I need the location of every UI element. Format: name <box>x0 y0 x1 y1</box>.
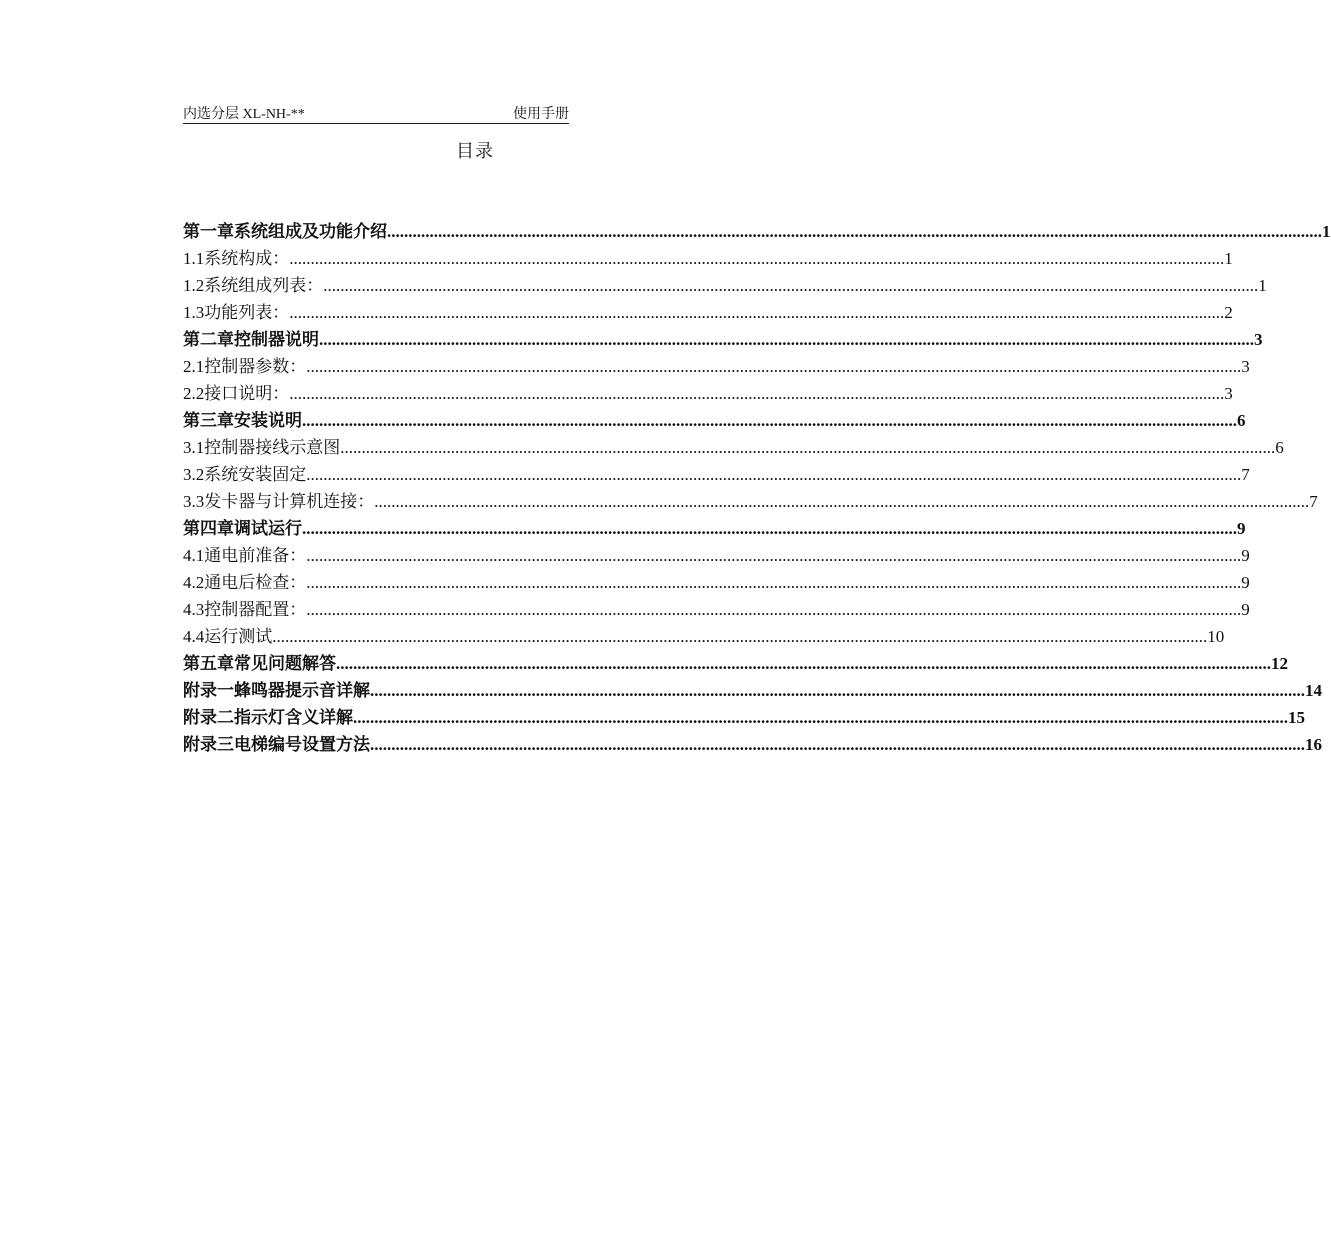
toc-entry-number: 4.3 <box>183 600 205 619</box>
toc-entry-number: 3.2 <box>183 465 205 484</box>
toc-entry-label: 接口说明： <box>204 384 290 403</box>
toc-entry-page: 14 <box>1305 681 1322 700</box>
toc-entry-label: 控制器参数： <box>204 357 307 376</box>
page-header <box>183 106 569 124</box>
toc-leader-dots: ............................................................................................................................................................................................................................ <box>374 492 1310 511</box>
toc-entry-page: 9 <box>1241 600 1250 619</box>
toc-entry-label: 系统构成： <box>204 249 290 268</box>
toc-entry-appendix[interactable] <box>183 704 1305 731</box>
toc-entry-page: 3 <box>1224 384 1233 403</box>
toc-entry-label: 系统组成列表： <box>204 276 324 295</box>
toc-entry-chapter[interactable] <box>183 407 1246 434</box>
toc-entry-page: 6 <box>1237 411 1246 430</box>
toc-entry-page: 10 <box>1207 627 1225 646</box>
toc-entry-label: 控制器接线示意图 <box>204 438 341 457</box>
toc-entry-appendix[interactable] <box>183 731 1322 758</box>
toc-entry-number: 附录三 <box>183 735 234 754</box>
toc-leader-dots: ............................................................................................................................................................................................................................ <box>306 546 1242 565</box>
toc-entry-section[interactable] <box>183 488 1318 515</box>
toc-entry-section[interactable] <box>183 542 1250 569</box>
toc-entry-page: 1 <box>1224 249 1233 268</box>
toc-entry-appendix[interactable] <box>183 677 1322 704</box>
toc-entry-page: 12 <box>1271 654 1288 673</box>
toc-entry-page: 15 <box>1288 708 1305 727</box>
toc-entry-section[interactable] <box>183 245 1233 272</box>
toc-entry-section[interactable] <box>183 272 1267 299</box>
toc-leader-dots: ............................................................................................................................................................................................................................ <box>323 276 1259 295</box>
toc-entry-page: 3 <box>1241 357 1250 376</box>
header-document-code: 内选分层 XL-NH-** <box>183 107 305 122</box>
toc-entry-section[interactable] <box>183 461 1250 488</box>
toc-title: 目录 <box>456 141 494 161</box>
toc-entry-chapter[interactable] <box>183 650 1288 677</box>
toc-entry-number: 3.3 <box>183 492 205 511</box>
toc-entry-label: 调试运行 <box>234 519 302 538</box>
toc-entry-number: 附录一 <box>183 681 234 700</box>
toc-entry-page: 9 <box>1241 573 1250 592</box>
toc-entry-label: 发卡器与计算机连接： <box>204 492 375 511</box>
toc-leader-dots: ............................................................................................................................................................................................................................ <box>370 681 1305 700</box>
toc-entry-number: 第五章 <box>183 654 234 673</box>
toc-entry-page: 1 <box>1258 276 1267 295</box>
toc-entry-label: 常见问题解答 <box>234 654 336 673</box>
toc-leader-dots: ............................................................................................................................................................................................................................ <box>289 249 1225 268</box>
toc-entry-label: 安装说明 <box>234 411 302 430</box>
toc-entry-page: 3 <box>1254 330 1263 349</box>
toc-entry-page: 9 <box>1237 519 1246 538</box>
toc-leader-dots: ............................................................................................................................................................................................................................ <box>370 735 1305 754</box>
toc-leader-dots: ............................................................................................................................................................................................................................ <box>336 654 1271 673</box>
toc-leader-dots: ............................................................................................................................................................................................................................ <box>306 357 1242 376</box>
toc-leader-dots: ............................................................................................................................................................................................................................ <box>289 384 1225 403</box>
toc-leader-dots: ............................................................................................................................................................................................................................ <box>306 573 1242 592</box>
toc-entry-number: 1.1 <box>183 249 205 268</box>
toc-entry-label: 通电后检查： <box>204 573 307 592</box>
toc-entry-number: 第一章 <box>183 222 234 241</box>
toc-entry-label: 功能列表： <box>204 303 290 322</box>
toc-entry-number: 附录二 <box>183 708 234 727</box>
toc-entry-number: 第三章 <box>183 411 234 430</box>
toc-entry-number: 4.2 <box>183 573 205 592</box>
toc-entry-number: 1.2 <box>183 276 205 295</box>
toc-entry-section[interactable] <box>183 596 1250 623</box>
toc-leader-dots: ............................................................................................................................................................................................................................ <box>306 465 1242 484</box>
table-of-contents <box>183 218 1331 758</box>
toc-entry-page: 6 <box>1275 438 1284 457</box>
toc-entry-number: 2.1 <box>183 357 205 376</box>
toc-entry-label: 控制器配置： <box>204 600 307 619</box>
toc-entry-chapter[interactable] <box>183 326 1263 353</box>
toc-entry-number: 4.4 <box>183 627 205 646</box>
toc-entry-page: 7 <box>1309 492 1318 511</box>
toc-entry-label: 指示灯含义详解 <box>234 708 353 727</box>
toc-entry-page: 2 <box>1224 303 1233 322</box>
toc-entry-section[interactable] <box>183 623 1225 650</box>
toc-leader-dots: ............................................................................................................................................................................................................................ <box>387 222 1322 241</box>
toc-leader-dots: ............................................................................................................................................................................................................................ <box>340 438 1276 457</box>
toc-entry-chapter[interactable] <box>183 515 1246 542</box>
toc-entry-label: 运行测试 <box>204 627 273 646</box>
toc-entry-section[interactable] <box>183 380 1233 407</box>
toc-entry-number: 第四章 <box>183 519 234 538</box>
toc-entry-page: 16 <box>1305 735 1322 754</box>
toc-entry-number: 第二章 <box>183 330 234 349</box>
toc-entry-label: 系统组成及功能介绍 <box>234 222 387 241</box>
toc-entry-page: 1 <box>1322 222 1331 241</box>
toc-entry-page: 9 <box>1241 546 1250 565</box>
toc-entry-section[interactable] <box>183 353 1250 380</box>
toc-entry-label: 系统安装固定 <box>204 465 307 484</box>
toc-leader-dots: ............................................................................................................................................................................................................................ <box>306 600 1242 619</box>
toc-leader-dots: ............................................................................................................................................................................................................................ <box>272 627 1208 646</box>
toc-leader-dots: ............................................................................................................................................................................................................................ <box>289 303 1225 322</box>
toc-entry-label: 电梯编号设置方法 <box>234 735 370 754</box>
header-manual-title: 使用手册 <box>513 107 569 122</box>
toc-entry-label: 通电前准备： <box>204 546 307 565</box>
toc-entry-number: 4.1 <box>183 546 205 565</box>
toc-entry-label: 控制器说明 <box>234 330 319 349</box>
toc-entry-number: 1.3 <box>183 303 205 322</box>
toc-entry-number: 3.1 <box>183 438 205 457</box>
toc-leader-dots: ............................................................................................................................................................................................................................ <box>353 708 1288 727</box>
toc-leader-dots: ............................................................................................................................................................................................................................ <box>319 330 1254 349</box>
toc-entry-section[interactable] <box>183 299 1233 326</box>
toc-entry-section[interactable] <box>183 569 1250 596</box>
toc-entry-number: 2.2 <box>183 384 205 403</box>
toc-entry-chapter[interactable] <box>183 218 1331 245</box>
toc-entry-page: 7 <box>1241 465 1250 484</box>
toc-entry-section[interactable] <box>183 434 1284 461</box>
toc-entry-label: 蜂鸣器提示音详解 <box>234 681 370 700</box>
toc-leader-dots: ............................................................................................................................................................................................................................ <box>302 519 1237 538</box>
toc-leader-dots: ............................................................................................................................................................................................................................ <box>302 411 1237 430</box>
